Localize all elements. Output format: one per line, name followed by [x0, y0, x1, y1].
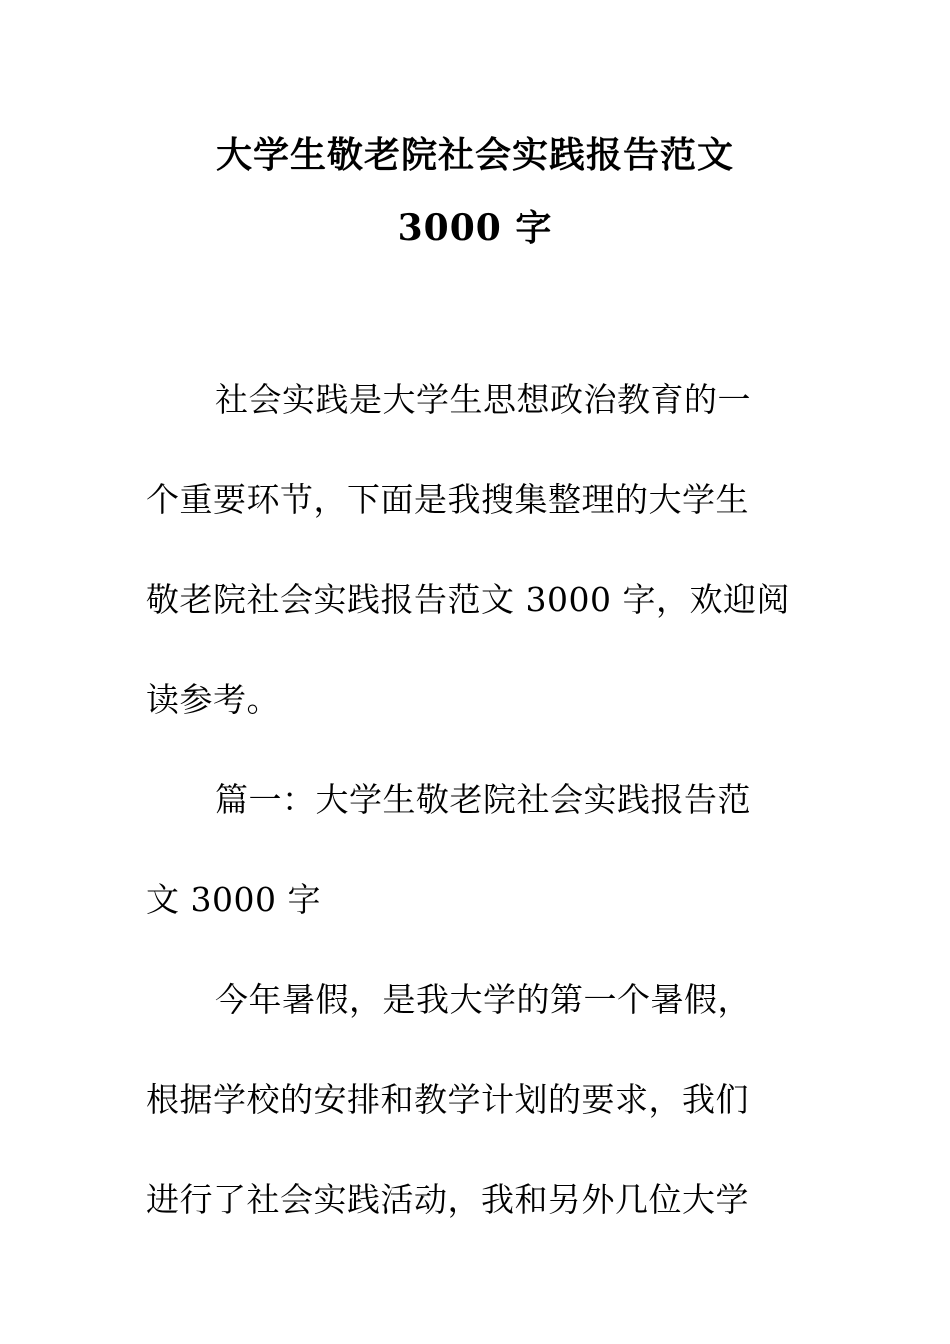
document-title-line-1: 大学生敬老院社会实践报告范文 [215, 134, 734, 176]
body-line-3: 敬老院社会实践报告范文 3000 字，欢迎阅 [146, 580, 790, 619]
body-line-1: 社会实践是大学生思想政治教育的一 [215, 380, 751, 419]
body-line-2: 个重要环节，下面是我搜集整理的大学生 [146, 480, 749, 519]
section-heading-line-2: 文 3000 字 [146, 880, 321, 919]
document-title-line-2: 3000 字 [397, 207, 553, 249]
section-heading-line-1: 篇一：大学生敬老院社会实践报告范 [215, 780, 751, 819]
body-line-7: 今年暑假，是我大学的第一个暑假， [215, 980, 751, 1019]
body-line-9: 进行了社会实践活动，我和另外几位大学 [146, 1180, 749, 1219]
body-line-4: 读参考。 [146, 680, 280, 719]
body-line-8: 根据学校的安排和教学计划的要求，我们 [146, 1080, 749, 1119]
